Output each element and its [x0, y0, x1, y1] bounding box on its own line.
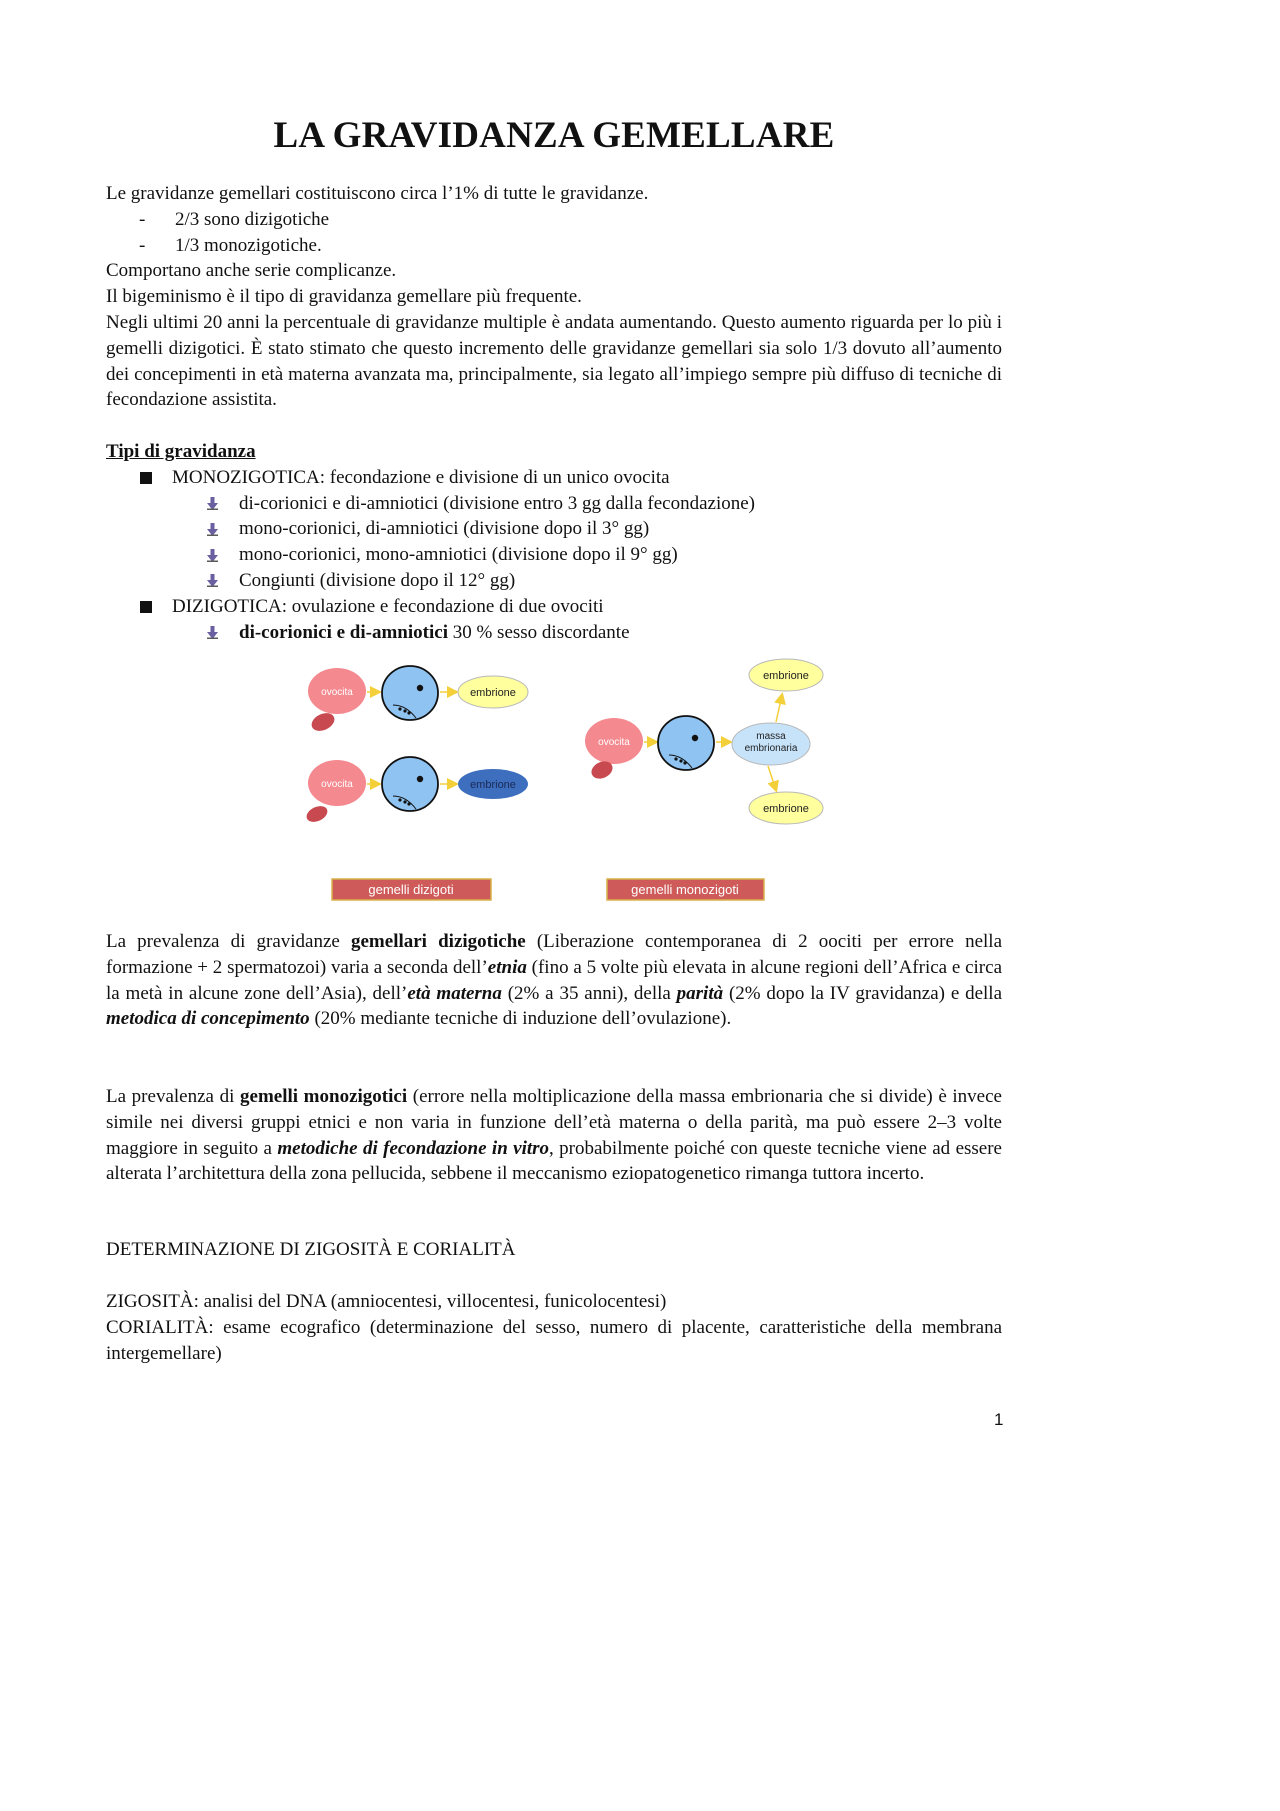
embrione-label: embrione — [763, 803, 809, 815]
embrione-label: embrione — [470, 779, 516, 791]
arrow-bullet-icon — [206, 523, 219, 536]
intro-section — [106, 181, 1002, 413]
arrow-bullet-icon — [206, 574, 219, 587]
tipi-heading: Tipi di gravidanza — [106, 441, 256, 462]
list-item-monozigotica: MONOZIGOTICA: fecondazione e divisione di un unico ovocita — [140, 465, 1002, 491]
ovocita-label: ovocita — [321, 779, 353, 790]
square-bullet-icon — [140, 472, 152, 484]
intro-line-2: Comportano anche serie complicanze. — [106, 260, 397, 282]
sub-list-item: di-corionici e di-amniotici 30 % sesso discordante — [206, 620, 1002, 646]
embrione-label: embrione — [763, 670, 809, 682]
sub-list-item: mono-corionici, mono-amniotici (divisione dopo il 9° gg) — [206, 542, 1002, 568]
sperm-shape — [304, 803, 330, 825]
arrow-bullet-icon — [206, 497, 219, 510]
massa-label-1: massa — [756, 731, 786, 742]
label-monozigoti: gemelli monozigoti — [631, 882, 739, 897]
determinazione-heading: DETERMINAZIONE DI ZIGOSITÀ E CORIALITÀ — [106, 1239, 516, 1260]
ovocita-label: ovocita — [321, 687, 353, 698]
sub-list-item: Congiunti (divisione dopo il 12° gg) — [206, 568, 1002, 594]
list-item-dizigotica: DIZIGOTICA: ovulazione e fecondazione di due ovociti — [140, 594, 1002, 620]
intro-paragraph: Negli ultimi 20 anni la percentuale di gravidanze multiple è andata aumentando. Questo aumento riguarda per lo più i gemelli dizigotici. È stato stimato che questo incremento delle gravidanze gemellari sia solo 1/3 dovuto all’aumento dei concepimenti in età materna avanzata ma, principalmente, sia legato all’impiego sempre più diffuso di tecniche di fecondazione assistita. — [106, 311, 1002, 411]
page-number: 1 — [994, 1410, 1004, 1429]
arrow-bullet-icon — [206, 549, 219, 562]
intro-line-3: Il bigeminismo è il tipo di gravidanza gemellare più frequente. — [106, 286, 582, 308]
tipi-section — [106, 439, 1002, 645]
label-dizigoti: gemelli dizigoti — [368, 882, 454, 897]
paragraph-monozigotici: La prevalenza di gemelli monozigotici (errore nella moltiplicazione della massa embrionaria che si divide) è invece simile nei diversi gruppi etnici e non varia in funzione dell’età materna o della parità, ma può essere 2–3 volte maggiore in seguito a metodiche di fecondazione in vitro, probabilmente poiché con queste tecniche viene ad essere alterata l’architettura della zona pellucida, sebbene il meccanismo eziopatogenetico rimanga tuttora incerto. — [106, 1086, 1002, 1185]
massa-label-2: embrionaria — [744, 743, 798, 754]
ovocita-label: ovocita — [598, 737, 630, 748]
square-bullet-icon — [140, 601, 152, 613]
arrow-bullet-icon — [206, 626, 219, 639]
dash-item: - 1/3 monozigotiche. — [139, 234, 322, 256]
zigosita-line: ZIGOSITÀ: analisi del DNA (amniocentesi, villocentesi, funicolocentesi) — [106, 1291, 667, 1312]
paragraph-dizigotiche: La prevalenza di gravidanze gemellari dizigotiche (Liberazione contemporanea di 2 oociti per errore nella formazione + 2 spermatozoi) varia a seconda dell’etnia (fino a 5 volte più elevata in alcune regioni dell’Africa e circa la metà in alcune zone dell’Asia), dell’età materna (2% a 35 anni), della parità (2% dopo la IV gravidanza) e della metodica di concepimento (20% mediante tecniche di induzione dell’ovulazione). — [106, 931, 1003, 1030]
determinazione-section — [106, 1289, 1002, 1366]
corialita-line: CORIALITÀ: esame ecografico (determinazione del sesso, numero di placente, caratteristiche della membrana intergemellare) — [106, 1316, 1002, 1364]
page-title: LA GRAVIDANZA GEMELLARE — [273, 115, 835, 156]
twins-diagram — [0, 650, 1105, 910]
sub-list-item: mono-corionici, di-amniotici (divisione dopo il 3° gg) — [206, 516, 1002, 542]
embrione-label: embrione — [470, 687, 516, 699]
intro-line-1: Le gravidanze gemellari costituiscono circa l’1% di tutte le gravidanze. — [106, 183, 649, 204]
sub-list-item: di-corionici e di-amniotici (divisione entro 3 gg dalla fecondazione) — [206, 491, 1002, 517]
dash-item: - 2/3 sono dizigotiche — [139, 208, 330, 230]
